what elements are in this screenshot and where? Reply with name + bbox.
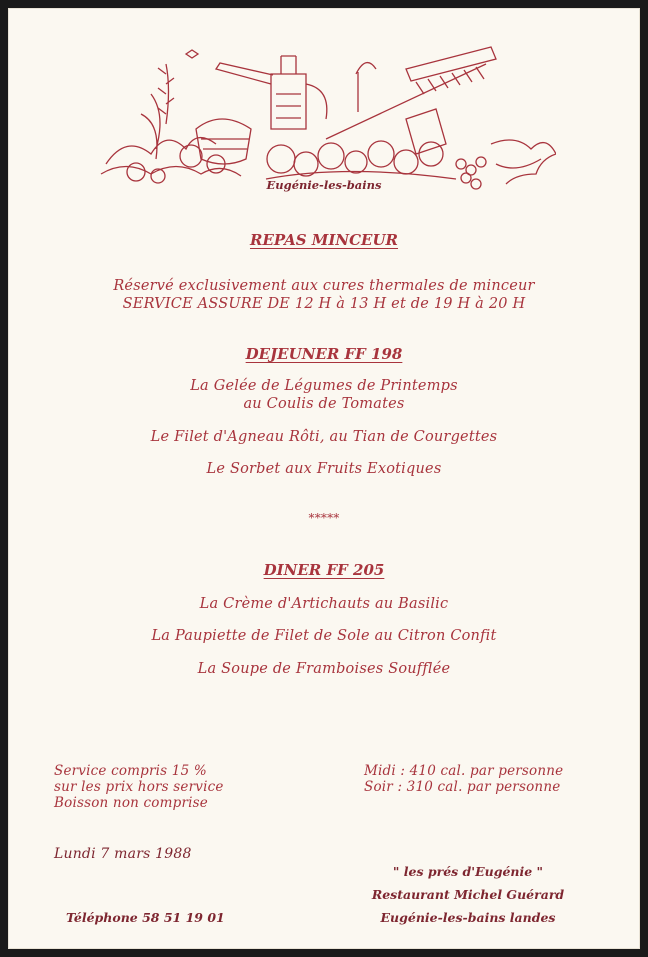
restaurant-name: " les prés d'Eugénie " <box>392 864 544 879</box>
calories-dinner: Soir : 310 cal. par personne <box>364 779 561 795</box>
lunch-dish-1-line-1: La Gelée de Légumes de Printemps <box>190 378 458 394</box>
separator: ***** <box>308 511 340 525</box>
reserved-line: Réservé exclusivement aux cures thermales de minceur <box>113 278 535 294</box>
service-note-2: sur les prix hors service <box>54 779 224 795</box>
menu-title: REPAS MINCEUR <box>249 231 399 249</box>
menu-date: Lundi 7 mars 1988 <box>54 846 192 862</box>
dinner-dish-2: La Paupiette de Filet de Sole au Citron Confit <box>151 628 497 644</box>
lunch-dish-3: Le Sorbet aux Fruits Exotiques <box>206 461 442 477</box>
menu-card <box>8 8 640 949</box>
restaurant-chef: Restaurant Michel Guérard <box>371 887 565 902</box>
calories-lunch: Midi : 410 cal. par personne <box>364 763 564 779</box>
dinner-dish-3: La Soupe de Framboises Soufflée <box>197 661 451 677</box>
telephone: Téléphone 58 51 19 01 <box>66 910 225 925</box>
dinner-heading: DINER FF 205 <box>263 561 385 579</box>
service-note-1: Service compris 15 % <box>54 763 207 779</box>
dinner-dish-1: La Crème d'Artichauts au Basilic <box>199 596 449 612</box>
restaurant-location: Eugénie-les-bains landes <box>380 910 556 925</box>
service-hours-line: SERVICE ASSURE DE 12 H à 13 H et de 19 H à 20 H <box>122 296 526 312</box>
lunch-heading: DEJEUNER FF 198 <box>245 345 403 363</box>
place-caption: Eugénie-les-bains <box>266 178 382 192</box>
service-note-3: Boisson non comprise <box>54 795 208 811</box>
lunch-dish-1-line-2: au Coulis de Tomates <box>243 396 405 412</box>
lunch-dish-2: Le Filet d'Agneau Rôti, au Tian de Courgettes <box>150 429 498 445</box>
